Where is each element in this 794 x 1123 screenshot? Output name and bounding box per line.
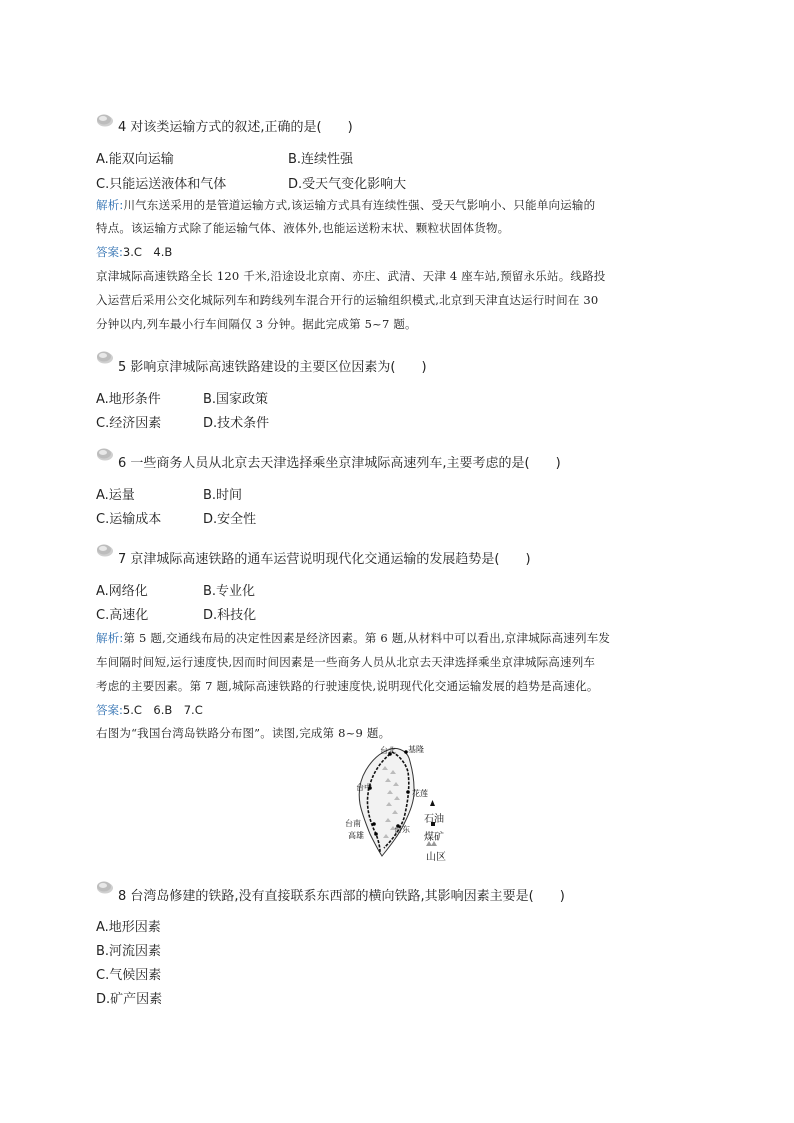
q7-option-c: C.高速化 bbox=[96, 608, 149, 623]
explanation-1-line-2: 特点。该运输方式除了能运输气体、液体外,也能运送粉末状、颗粒状固体货物。 bbox=[96, 221, 510, 235]
q4-option-d: D.受天气变化影响大 bbox=[288, 177, 407, 192]
q4-option-c: C.只能运送液体和气体 bbox=[96, 177, 227, 192]
explanation-label: 解析: bbox=[96, 198, 124, 212]
q7-option-a: A.网络化 bbox=[96, 584, 148, 599]
explanation-2-line-1: 解析:第 5 题,交通线布局的决定性因素是经济因素。第 6 题,从材料中可以看出,京津城际高速列车发 bbox=[96, 631, 611, 645]
q4-option-b: B.连续性强 bbox=[288, 152, 354, 167]
q8-option-d: D.矿产因素 bbox=[96, 992, 163, 1007]
map-city-label: 基隆 bbox=[408, 745, 424, 754]
map-city-label: 高雄 bbox=[348, 831, 364, 840]
map-city-label: 台北 bbox=[380, 746, 396, 755]
explanation-2-line-2: 车间隔时间短,运行速度快,因而时间因素是一些商务人员从北京去天津选择乘坐京津城际高速列车 bbox=[96, 655, 596, 669]
q6-option-b: B.时间 bbox=[203, 488, 243, 503]
question-6-title: 6 一些商务人员从北京去天津选择乘坐京津城际高速列车,主要考虑的是( ) bbox=[118, 456, 561, 471]
q5-option-a: A.地形条件 bbox=[96, 392, 161, 407]
material-1-line-2: 入运营后采用公交化城际列车和跨线列车混合开行的运输组织模式,北京到天津直达运行时间在 30 bbox=[96, 293, 599, 307]
question-5-title: 5 影响京津城际高速铁路建设的主要区位因素为( ) bbox=[118, 360, 427, 375]
q6-option-a: A.运量 bbox=[96, 488, 135, 503]
map-legend-oil: 石油 bbox=[424, 814, 444, 825]
q8-option-b: B.河流因素 bbox=[96, 944, 162, 959]
taiwan-railway-map bbox=[330, 742, 460, 864]
question-7-title: 7 京津城际高速铁路的通车运营说明现代化交通运输的发展趋势是( ) bbox=[118, 552, 531, 567]
material-1-line-1: 京津城际高速铁路全长 120 千米,沿途设北京南、亦庄、武清、天津 4 座车站,预留永乐站。线路投 bbox=[96, 269, 606, 283]
material-2-line-1: 右图为“我国台湾岛铁路分布图”。读图,完成第 8~9 题。 bbox=[96, 726, 391, 740]
question-bullet-icon bbox=[96, 543, 116, 557]
answer-2: 答案:5.C 6.B 7.C bbox=[96, 703, 203, 717]
question-bullet-icon bbox=[96, 880, 116, 894]
question-bullet-icon bbox=[96, 350, 116, 364]
question-bullet-icon bbox=[96, 113, 116, 127]
explanation-label: 解析: bbox=[96, 631, 124, 645]
map-city-label: 台东 bbox=[394, 825, 410, 834]
map-legend-mountain: 山区 bbox=[426, 852, 446, 863]
explanation-1-line-1: 解析:川气东送采用的是管道运输方式,该运输方式具有连续性强、受天气影响小、只能单向运输的 bbox=[96, 198, 596, 212]
material-1-line-3: 分钟以内,列车最小行车间隔仅 3 分钟。据此完成第 5~7 题。 bbox=[96, 317, 417, 331]
map-city-label: 台南 bbox=[345, 819, 361, 828]
question-bullet-icon bbox=[96, 447, 116, 461]
question-4-title: 4 对该类运输方式的叙述,正确的是( ) bbox=[118, 120, 353, 135]
q5-option-d: D.技术条件 bbox=[203, 416, 270, 431]
q5-option-c: C.经济因素 bbox=[96, 416, 162, 431]
question-8-title: 8 台湾岛修建的铁路,没有直接联系东西部的横向铁路,其影响因素主要是( ) bbox=[118, 889, 565, 904]
q8-option-a: A.地形因素 bbox=[96, 920, 161, 935]
map-city-label: 台中 bbox=[356, 783, 372, 792]
map-legend-coal: 煤矿 bbox=[424, 832, 444, 843]
q8-option-c: C.气候因素 bbox=[96, 968, 162, 983]
explanation-2-line-3: 考虑的主要因素。第 7 题,城际高速铁路的行驶速度快,说明现代化交通运输发展的趋势是高速化。 bbox=[96, 679, 599, 693]
q4-option-a: A.能双向运输 bbox=[96, 152, 174, 167]
answer-label: 答案: bbox=[96, 703, 123, 717]
q7-option-d: D.科技化 bbox=[203, 608, 257, 623]
q5-option-b: B.国家政策 bbox=[203, 392, 269, 407]
answer-label: 答案: bbox=[96, 245, 123, 259]
q6-option-d: D.安全性 bbox=[203, 512, 257, 527]
taiwan-island-map-graphic bbox=[330, 742, 460, 864]
answer-1: 答案:3.C 4.B bbox=[96, 245, 173, 259]
map-city-label: 花莲 bbox=[412, 789, 428, 798]
q7-option-b: B.专业化 bbox=[203, 584, 256, 599]
q6-option-c: C.运输成本 bbox=[96, 512, 162, 527]
